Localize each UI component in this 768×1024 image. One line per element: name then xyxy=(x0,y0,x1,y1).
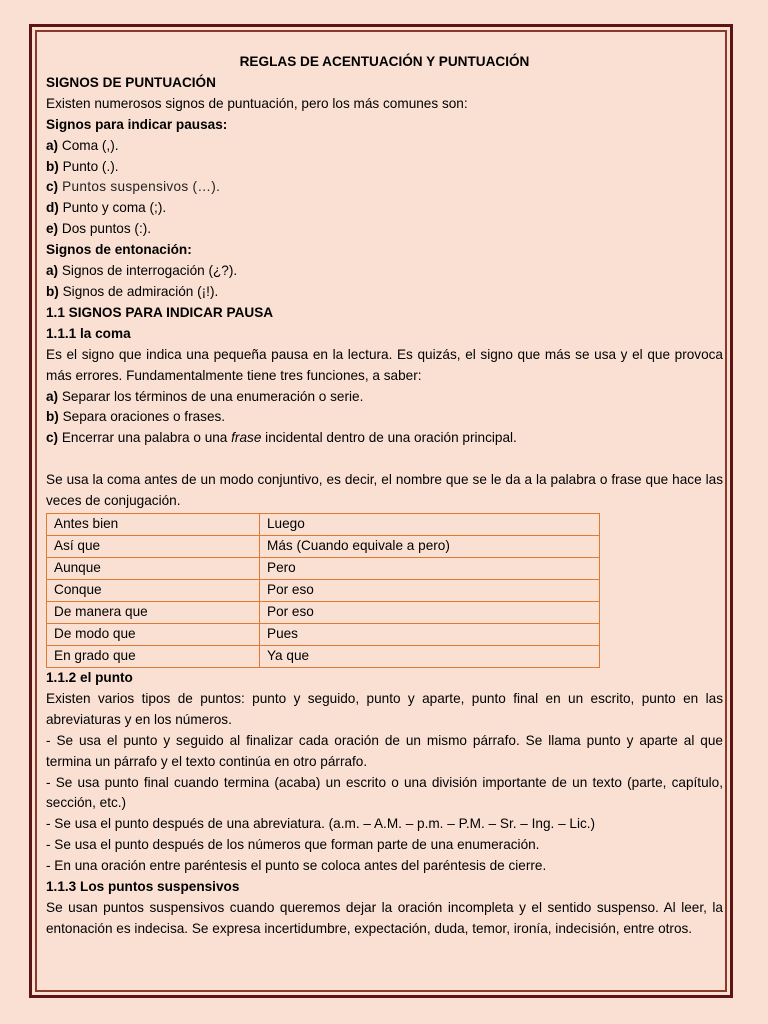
conjunciones-table xyxy=(46,513,600,668)
list-item: c) Encerrar una palabra o una frase incidental dentro de una oración principal. xyxy=(46,430,517,446)
table-cell: Por eso xyxy=(260,580,600,602)
section-heading-signos: SIGNOS DE PUNTUACIÓN xyxy=(46,74,216,90)
document-title: REGLAS DE ACENTUACIÓN Y PUNTUACIÓN xyxy=(239,54,530,69)
punto-paragraph: - Se usa punto final cuando termina (acaba) un escrito o una división importante de un texto (parte, capítulo, sección, etc.) xyxy=(46,774,723,811)
coma-description: Es el signo que indica una pequeña pausa en la lectura. Es quizás, el signo que más se usa y el que provoca más errores. Fundamentalmente tiene tres funciones, a saber: xyxy=(46,346,723,383)
list-item: a) Coma (,). xyxy=(46,137,119,153)
list-item: c) Puntos suspensivos (…). xyxy=(46,179,221,195)
table-row xyxy=(47,536,600,558)
suspensivos-description: Se usan puntos suspensivos cuando queremos dejar la oración incompleta y el sentido suspenso. Al leer, la entonación es indecisa. Se expresa incertidumbre, expectación, duda, temor, ironía, indecisión, entre otros. xyxy=(46,900,723,936)
document-body xyxy=(46,52,723,940)
section-heading-1-1-3: 1.1.3 Los puntos suspensivos xyxy=(46,879,240,895)
list-item: a) Signos de interrogación (¿?). xyxy=(46,263,238,279)
punto-paragraph: Existen varios tipos de puntos: punto y seguido, punto y aparte, punto final en un escrito, punto en las abreviaturas y en los números. xyxy=(46,690,723,727)
section-heading-1-1-2: 1.1.2 el punto xyxy=(46,670,133,686)
pausas-heading: Signos para indicar pausas: xyxy=(46,116,228,132)
list-item: b) Separa oraciones o frases. xyxy=(46,409,226,425)
table-cell: De modo que xyxy=(47,624,260,646)
list-item: a) Separar los términos de una enumeración o serie. xyxy=(46,388,364,404)
table-row xyxy=(47,580,600,602)
table-row xyxy=(47,558,600,580)
table-cell: Pero xyxy=(260,558,600,580)
table-cell: En grado que xyxy=(47,646,260,668)
table-cell: Así que xyxy=(47,536,260,558)
punto-paragraph: - Se usa el punto después de una abreviatura. (a.m. – A.M. – p.m. – P.M. – Sr. – Ing. – Lic.) xyxy=(46,816,596,832)
table-cell: Ya que xyxy=(260,646,600,668)
table-row xyxy=(47,646,600,668)
table-row xyxy=(47,514,600,536)
section-heading-1-1: 1.1 SIGNOS PARA INDICAR PAUSA xyxy=(46,304,274,320)
table-cell: Pues xyxy=(260,624,600,646)
list-item: e) Dos puntos (:). xyxy=(46,221,152,237)
table-row xyxy=(47,624,600,646)
table-cell: Por eso xyxy=(260,602,600,624)
section-heading-1-1-1: 1.1.1 la coma xyxy=(46,325,131,341)
punto-paragraph: - En una oración entre paréntesis el punto se coloca antes del paréntesis de cierre. xyxy=(46,858,547,874)
punto-paragraph: - Se usa el punto después de los números que forman parte de una enumeración. xyxy=(46,837,540,853)
table-cell: Antes bien xyxy=(47,514,260,536)
coma-conjuntivo-text: Se usa la coma antes de un modo conjuntivo, es decir, el nombre que se le da a la palabra o frase que hace las veces de conjugación. xyxy=(46,472,723,509)
intro-text: Existen numerosos signos de puntuación, pero los más comunes son: xyxy=(46,95,468,111)
table-cell: Más (Cuando equivale a pero) xyxy=(260,536,600,558)
list-item: b) Punto (.). xyxy=(46,158,119,174)
table-cell: Luego xyxy=(260,514,600,536)
table-cell: Aunque xyxy=(47,558,260,580)
table-row xyxy=(47,602,600,624)
table-cell: Conque xyxy=(47,580,260,602)
table-cell: De manera que xyxy=(47,602,260,624)
list-item: d) Punto y coma (;). xyxy=(46,200,167,216)
punto-paragraph: - Se usa el punto y seguido al finalizar cada oración de un mismo párrafo. Se llama punto y aparte al que termina un párrafo y el texto continúa en otro párrafo. xyxy=(46,732,723,769)
list-item: b) Signos de admiración (¡!). xyxy=(46,283,219,299)
entonacion-heading: Signos de entonación: xyxy=(46,242,192,258)
